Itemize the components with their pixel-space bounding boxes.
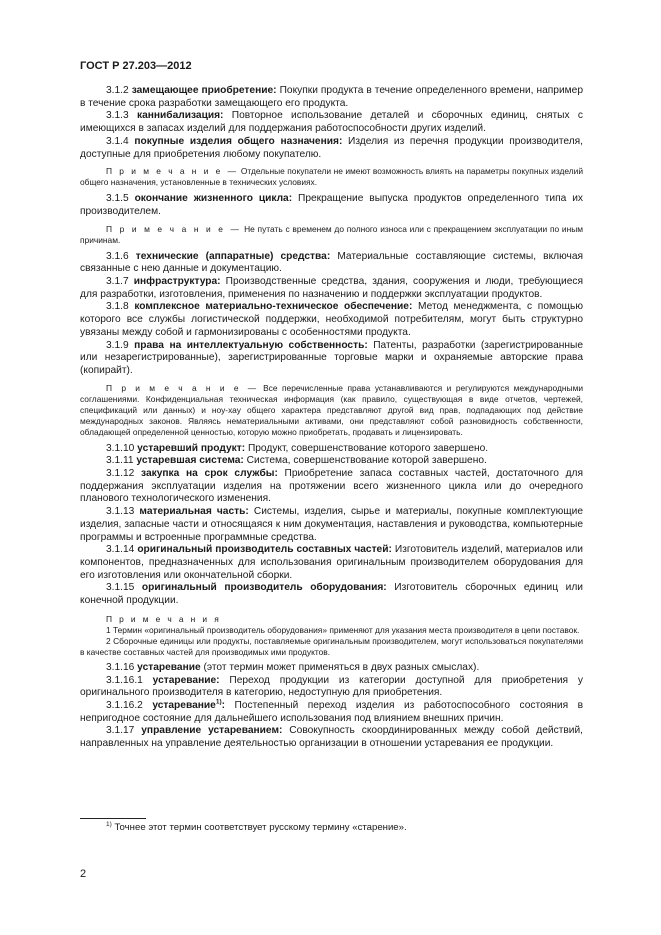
term-3-1-14: 3.1.14 оригинальный производитель составных частей: Изготовитель изделий, материалов или компонентов, предназначенных для использования оригинальным производителем оборудования для его изготовления или окончательной сборки. [80,544,583,581]
term-3-1-16-2: 3.1.16.2 устаревание$^{1)}$: Постепенный переход изделия из работоспособного состояния в непригодное состояние для дальнейшего использования под влиянием внешних причин. [80,698,583,724]
notes-heading: П р и м е ч а н и я [106,613,222,624]
note-3-1-4: П р и м е ч а н и е — Отдельные покупатели не имеют возможность влиять на параметры покупных изделий общего назначения, установленные в технических условиях. [80,166,584,188]
term-3-1-2: 3.1.2 замещающее приобретение: Покупки продукта в течение определенного времени, например в течение срока разработки замещающего его продукта. [80,85,583,109]
term-3-1-12: 3.1.12 закупка на срок службы: Приобретение запаса составных частей, достаточного для поддержания эксплуатации изделия на протяжении всего жизненного цикла или до очередного планового технологического изменения. [80,468,583,505]
term-3-1-4: 3.1.4 покупные изделия общего назначения: Изделия из перечня продукции производителя, доступные для приобретения любому покупателю. [80,135,583,160]
term-3-1-17: 3.1.17 управление устареванием: Совокупность скоординированных между собой действий, направленных на управление деятельностью организации в отношении устаревания ее продукции. [80,725,583,750]
note-3-1-15-2: 2 Сборочные единицы или продукты, поставляемые оригинальным производителем, могут использоваться покупателями в качестве составных частей для производимых ими продуктов. [80,635,583,657]
term-3-1-15: 3.1.15 оригинальный производитель оборудования: Изготовитель сборочных единиц или конечной продукции. [80,582,583,607]
term-3-1-16-1: 3.1.16.1 устаревание: Переход продукции из категории доступной для приобретения у оригинального производителя в категорию, недоступную для приобретения. [80,674,583,699]
term-3-1-7: 3.1.7 инфраструктура: Производственные средства, здания, сооружения и люди, требующиеся для разработки, изготовления, применения по назначению и поддержки эксплуатации продуктов. [80,276,583,300]
footnote-mark: 1) [106,820,112,828]
term-3-1-6: 3.1.6 технические (аппаратные) средства: Материальные составляющие системы, включая связанные с нею данные и документацию. [80,250,584,275]
term-3-1-11: 3.1.11 устаревшая система: Система, совершенствование которой завершено. [106,455,487,467]
term-3-1-9: 3.1.9 права на интеллектуальную собственность: Патенты, разработки (зарегистрированные или незарегистрированные), зарегистрированные торговые марки и охраняемые авторские права (копирайт). [80,339,583,376]
page-number: 2 [80,868,87,880]
page-content [80,85,583,751]
note-3-1-5: П р и м е ч а н и е — Не путать с временем до полного износа или с прекращением эксплуатации по иным причинам. [80,223,583,245]
footnote-ref[interactable]: 1) [215,698,222,706]
note-3-1-15-1: 1 Термин «оригинальный производитель оборудования» применяют для указания места производителя в цепи поставок. [106,624,580,635]
term-3-1-13: 3.1.13 материальная часть: Системы, изделия, сырье и материалы, покупные комплектующие изделия, запасные части и относящаяся к ним документация, наставления и руководства, компьютерные программы и встроенные программные средства. [80,506,583,543]
term-3-1-5: 3.1.5 окончание жизненного цикла: Прекращение выпуска продуктов определенного типа их производителем. [80,193,583,217]
term-3-1-3: 3.1.3 каннибализация: Повторное использование деталей и сборочных единиц, снятых с имеющихся в запасах изделий для поддержания работоспособности других изделий. [80,110,583,135]
term-3-1-8: 3.1.8 комплексное материально-техническое обеспечение: Метод менеджмента, с помощью которого все службы логистической поддержки, необходимой потребителям, могут быть структурно увязаны между собой и гармонизированы с особенностями продукта. [80,301,583,338]
standard-code: ГОСТ Р 27.203—2012 [80,60,192,72]
footnote-divider [80,818,146,819]
term-3-1-10: 3.1.10 устаревший продукт: Продукт, совершенствование которого завершено. [106,442,489,454]
note-3-1-9: П р и м е ч а н и е — Все перечисленные права устанавливаются и регулируются международными соглашениями. Конфиденциальная техническая информация (как правило, существующая в виде отчетов, чертежей, спецификаций или данных) и ноу-хау общего характера представляют другой вид прав, подпадающих под действие международных законов. Являясь нематериальными активами, они представляют собой разновидность собственности, обладающей определенной ценностью, которую можно приобретать, продавать и лицензировать. [80,382,584,437]
footnote: $^{1)}$ Точнее этот термин соответствует русскому термину «старение». [106,820,407,833]
term-3-1-16: 3.1.16 устаревание (этот термин может применяться в двух разных смыслах). [106,661,480,673]
